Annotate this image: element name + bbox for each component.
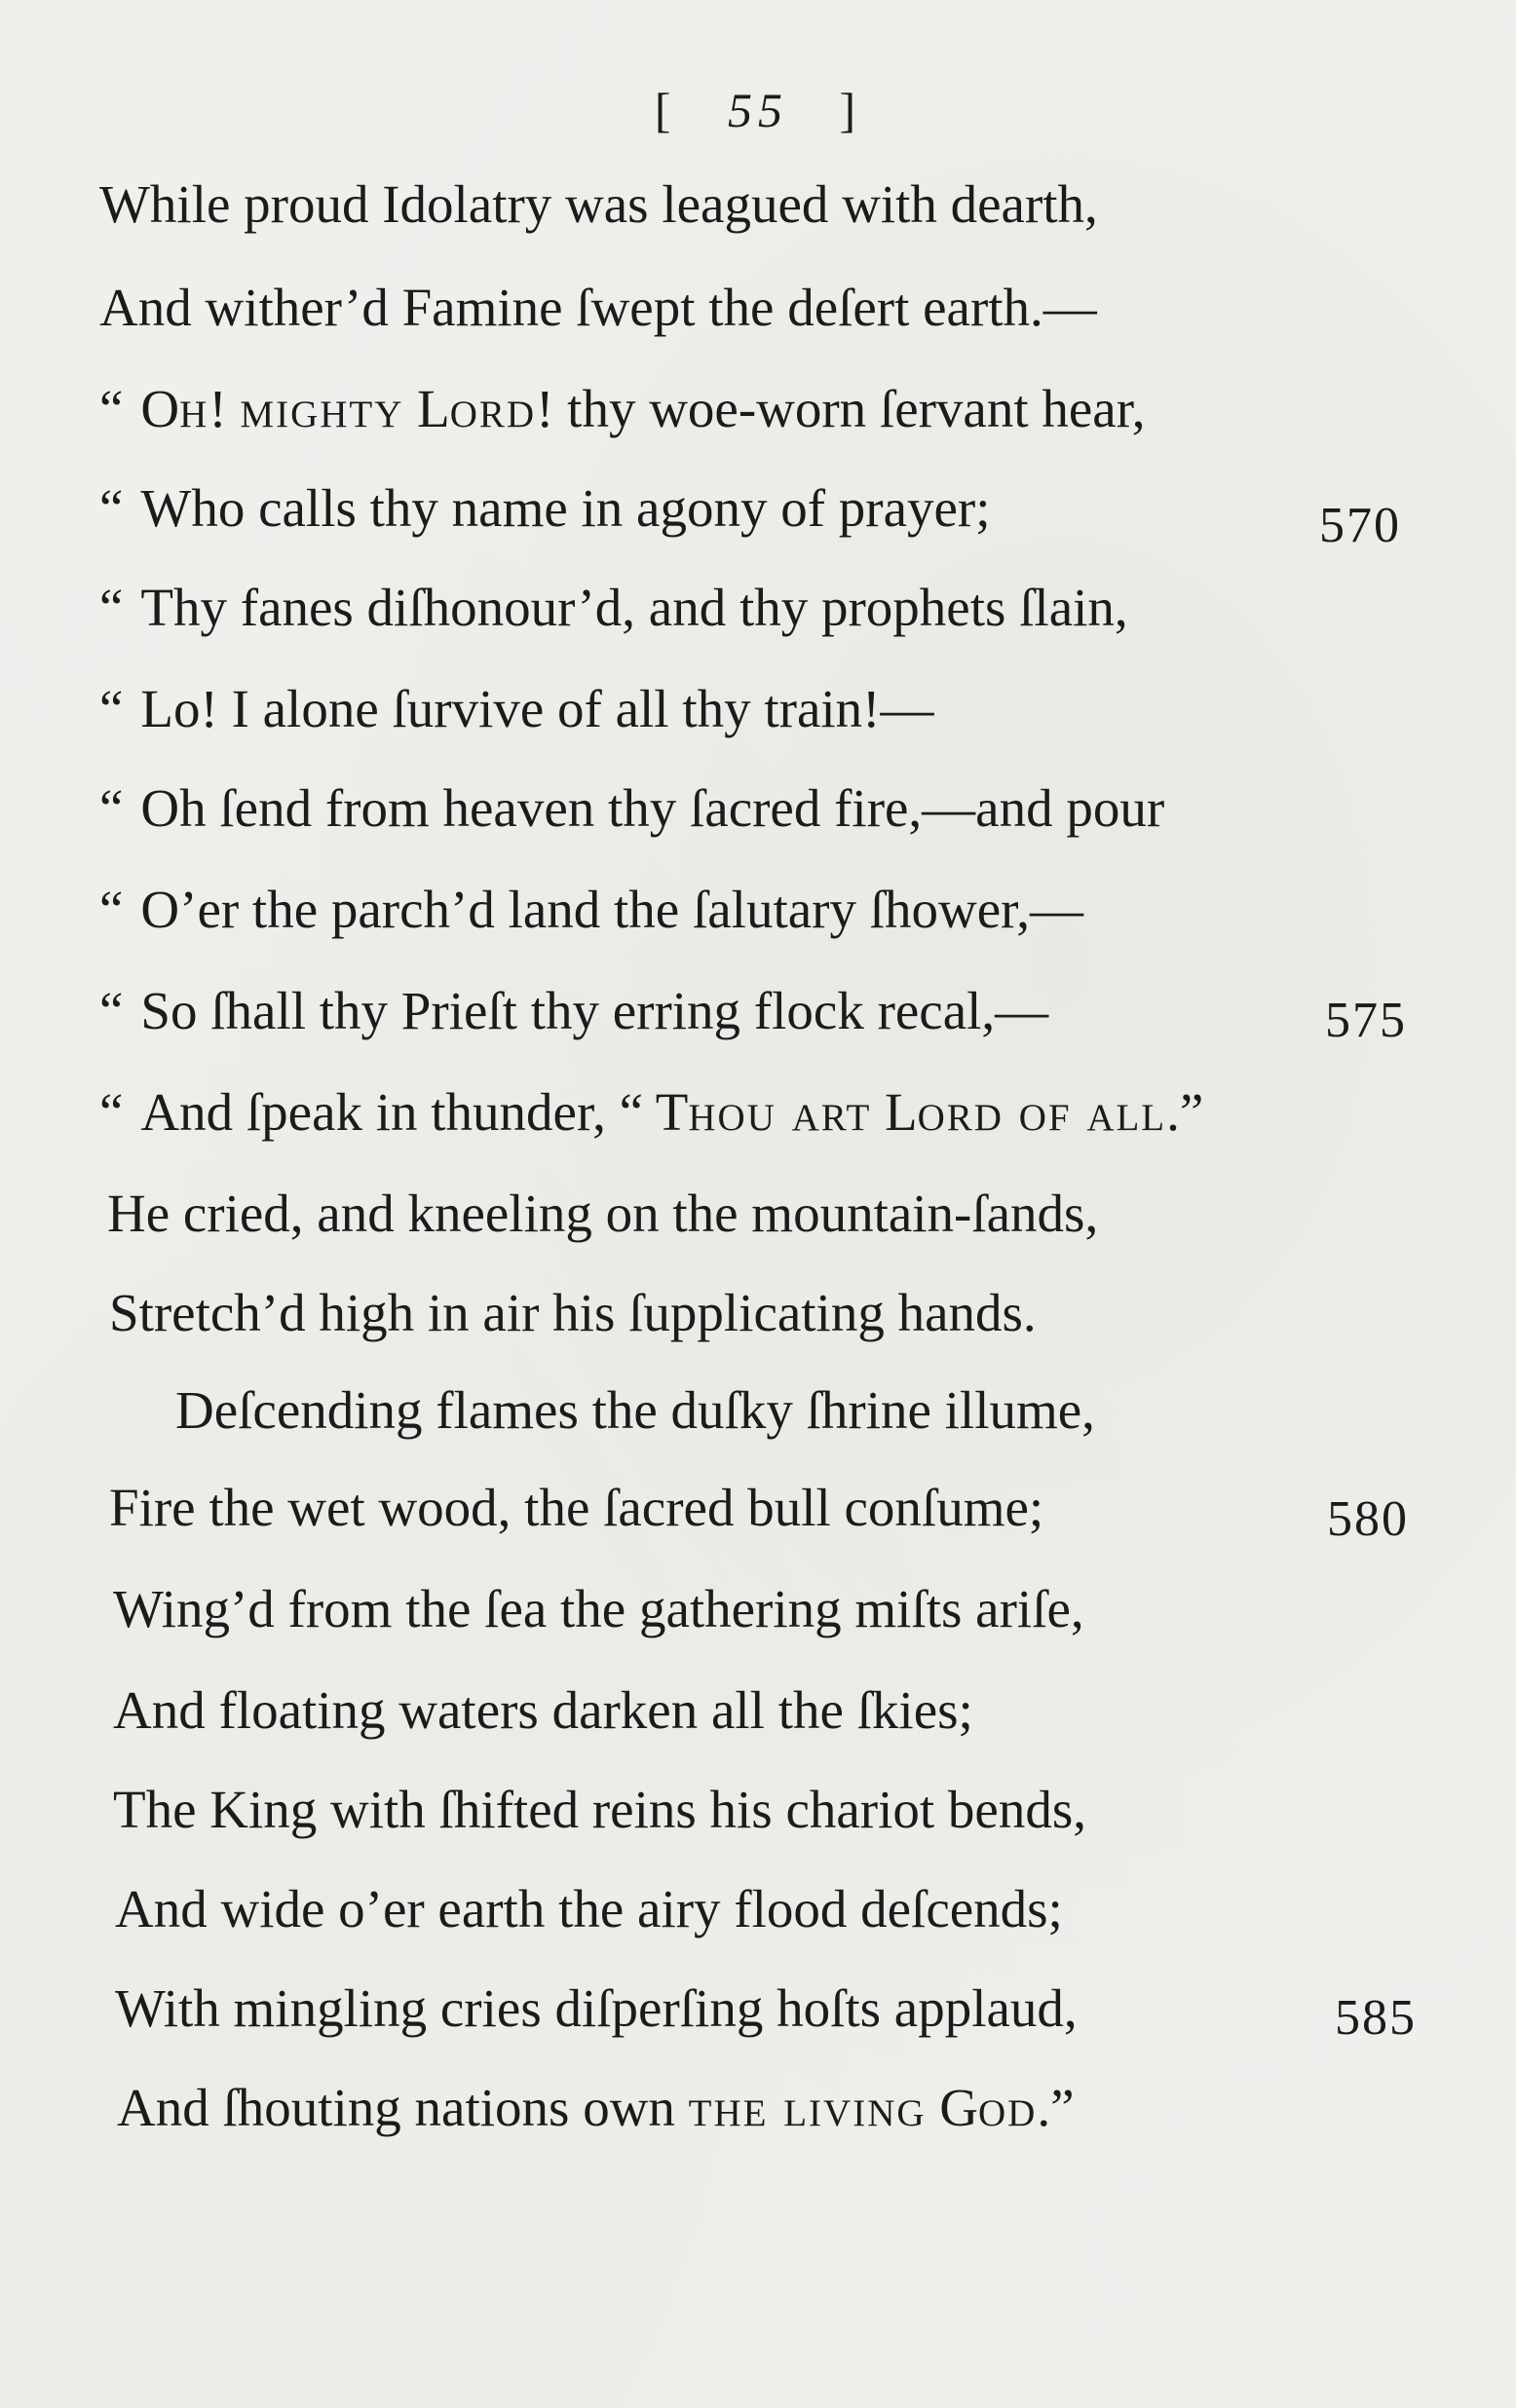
verse-line-text: Oh ſend from heaven thy ſacred fire,—and pour <box>140 778 1165 838</box>
verse-line-text: Thy fanes diſhonour’d, and thy prophets ſlain, <box>140 578 1128 637</box>
opening-quote: “ <box>99 778 124 838</box>
page-number-value: 55 <box>728 83 788 137</box>
verse-line <box>115 1879 1063 1938</box>
verse-line-text: Stretch’d high in air his ſupplicating hands. <box>109 1283 1037 1342</box>
verse-line <box>99 880 1083 939</box>
verse-line <box>99 578 1128 637</box>
verse-line <box>99 679 934 738</box>
bracket-close: ] <box>839 83 862 137</box>
verse-line-text: And floating waters darken all the ſkies; <box>113 1680 973 1740</box>
verse-line <box>99 478 991 538</box>
verse-line <box>99 778 1165 838</box>
verse-line <box>115 1978 1078 2038</box>
opening-quote: “ <box>99 578 124 637</box>
verse-line <box>113 1579 1084 1638</box>
verse-line <box>175 1380 1095 1440</box>
verse-line <box>107 1184 1099 1243</box>
opening-quote: “ <box>99 679 124 738</box>
verse-line-text: And wither’d Famine ſwept the deſert earth.— <box>99 278 1097 337</box>
opening-quote: “ <box>99 880 124 939</box>
verse-line: And ſhouting nations own the living God.” <box>117 2078 1075 2137</box>
verse-line-text: Fire the wet wood, the ſacred bull conſume; <box>109 1478 1044 1537</box>
opening-quote: “ <box>99 981 124 1040</box>
opening-quote: “ <box>99 478 124 538</box>
verse-line <box>99 278 1097 337</box>
verse-line-text: While proud Idolatry was leagued with dearth, <box>99 174 1098 234</box>
line-number: 580 <box>1327 1491 1409 1547</box>
verse-line-text: O’er the parch’d land the ſalutary ſhower,— <box>140 880 1083 939</box>
verse-line-text: Lo! I alone ſurvive of all thy train!— <box>140 679 934 738</box>
verse-line <box>113 1680 973 1740</box>
verse-line-text: Deſcending flames the duſky ſhrine illume, <box>175 1380 1095 1440</box>
line-number: 585 <box>1335 1990 1417 2046</box>
verse-line <box>113 1780 1086 1839</box>
verse-line <box>109 1283 1037 1342</box>
line-number: 570 <box>1319 498 1401 553</box>
verse-line-text: Who calls thy name in agony of prayer; <box>140 478 991 538</box>
line-number: 575 <box>1325 993 1407 1048</box>
verse-line-text: The King with ſhifted reins his chariot bends, <box>113 1780 1086 1839</box>
verse-line-text: Wing’d from the ſea the gathering miſts ariſe, <box>113 1579 1084 1638</box>
bracket-open: [ <box>654 83 677 137</box>
verse-line: “ Oh! mighty Lord! thy woe-worn ſervant hear, <box>99 379 1146 438</box>
opening-quote: “ <box>99 379 124 438</box>
opening-quote: “ <box>99 1082 124 1142</box>
verse-line-text: With mingling cries diſperſing hoſts applaud, <box>115 1978 1078 2038</box>
verse-line-text: He cried, and kneeling on the mountain-ſands, <box>107 1184 1099 1243</box>
verse-line-text: And wide o’er earth the airy flood deſcends; <box>115 1879 1063 1938</box>
verse-line <box>99 174 1098 234</box>
verse-line-text: So ſhall thy Prieſt thy erring flock recal,— <box>140 981 1049 1040</box>
verse-line <box>99 981 1049 1040</box>
verse-line: “ And ſpeak in thunder, “ Thou art Lord of all.” <box>99 1082 1204 1142</box>
verse-line <box>109 1478 1044 1537</box>
